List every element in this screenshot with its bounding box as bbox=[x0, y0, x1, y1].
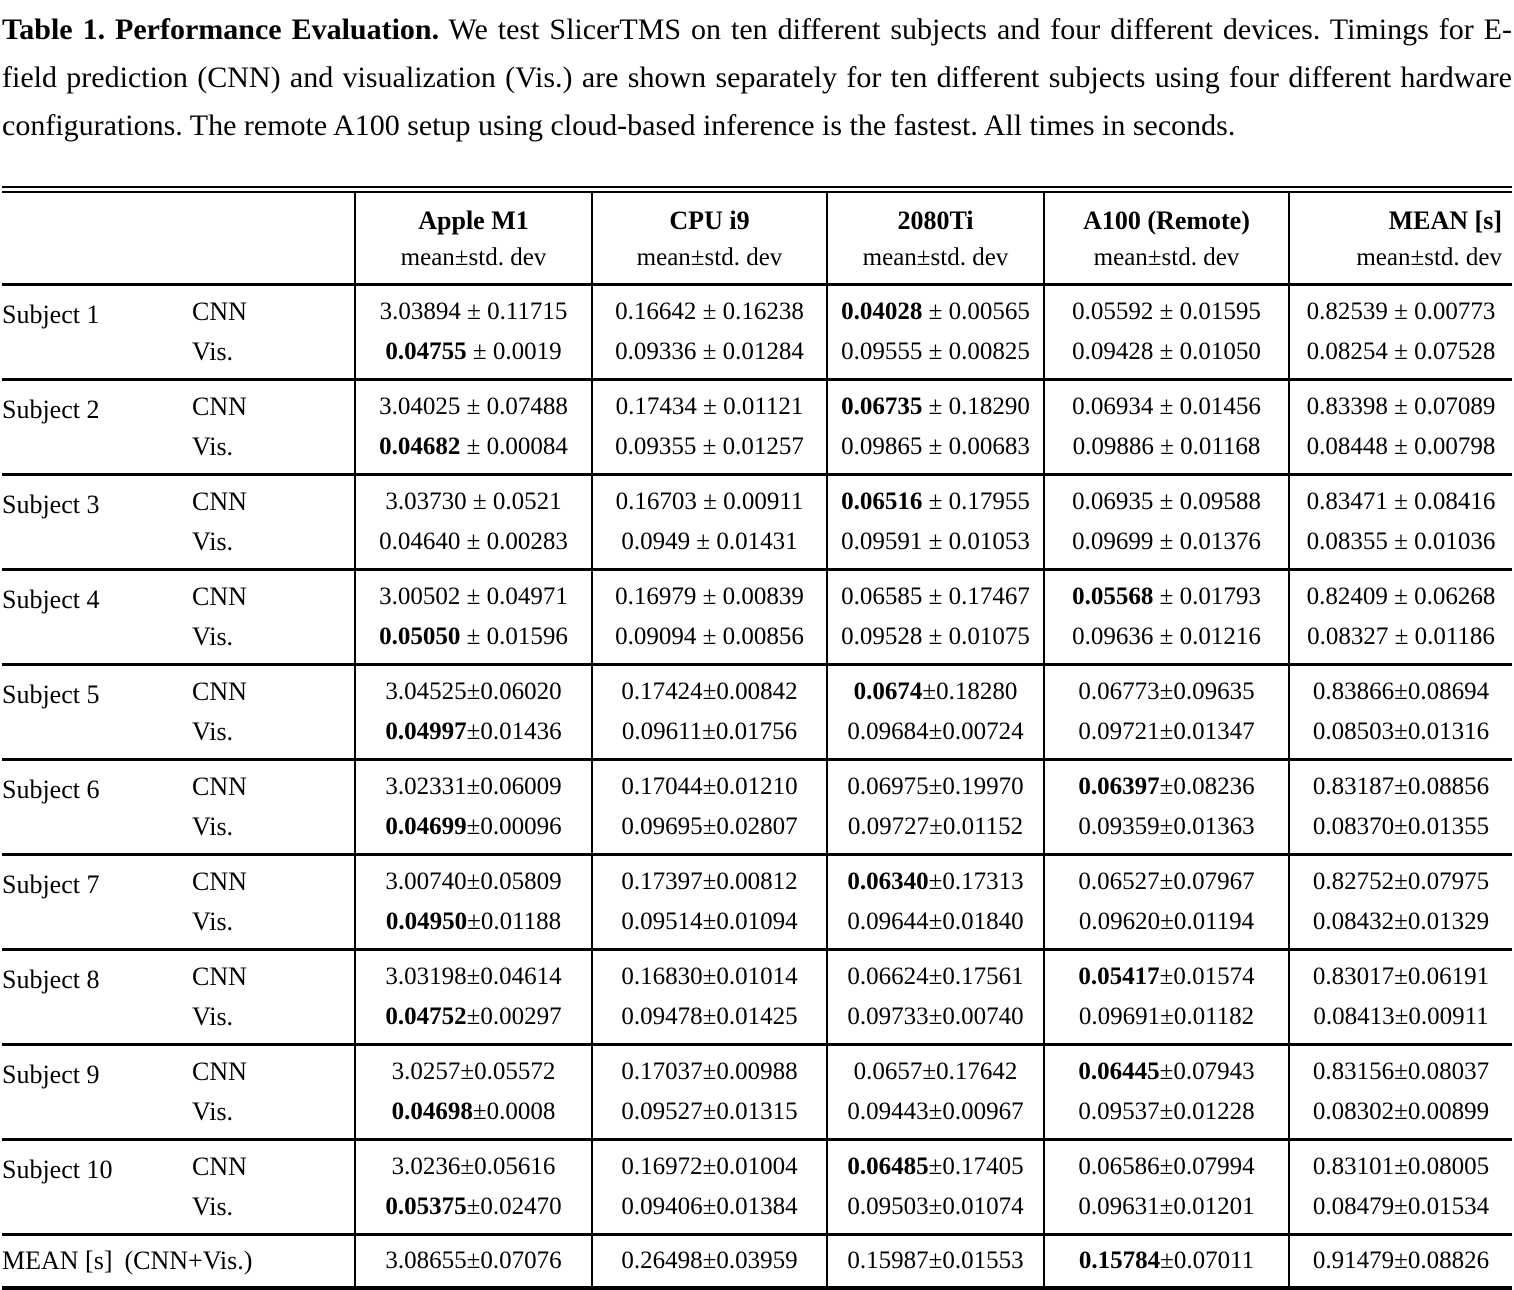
mean-value: 3.08655 bbox=[385, 1247, 467, 1274]
value-cell: 0.17044±0.01210 bbox=[592, 760, 827, 808]
row-type-label: CNN bbox=[192, 487, 247, 516]
value-cell: 0.15784±0.07011 bbox=[1044, 1235, 1289, 1289]
mean-value: 3.04025 bbox=[379, 393, 461, 420]
table-row bbox=[2, 1140, 1512, 1188]
caption-body: We test SlicerTMS on ten different subjects and four different devices. Timings for E-field prediction (CNN) and visualization (Vis.) are shown separately for ten different subjects using four different hardware configurations. The remote A100 setup using cloud-based inference is the fastest. All times in seconds. bbox=[2, 13, 1512, 142]
subject-label: Subject 8 bbox=[2, 965, 100, 994]
subject-group bbox=[2, 570, 1512, 665]
mean-value: 0.16972 bbox=[621, 1153, 703, 1180]
mean-value: 3.0257 bbox=[391, 1058, 461, 1085]
value-cell: 0.08413±0.00911 bbox=[1289, 997, 1512, 1045]
table-row bbox=[2, 950, 1512, 998]
row-type-label: CNN bbox=[192, 867, 247, 896]
mean-value: 0.16642 bbox=[615, 298, 697, 325]
mean-value: 0.17424 bbox=[621, 678, 703, 705]
value-cell: 0.06485±0.17405 bbox=[827, 1140, 1044, 1188]
value-cell: 0.09528 ± 0.01075 bbox=[827, 617, 1044, 665]
value-cell: 0.17037±0.00988 bbox=[592, 1045, 827, 1093]
mean-row bbox=[2, 1235, 1512, 1289]
value-cell: 0.08355 ± 0.01036 bbox=[1289, 522, 1512, 570]
mean-value: 0.09727 bbox=[847, 813, 930, 840]
row-type-label: CNN bbox=[192, 1057, 247, 1086]
mean-value: 0.09691 bbox=[1078, 1003, 1161, 1030]
table-caption bbox=[2, 6, 1512, 150]
value-cell: 0.17434 ± 0.01121 bbox=[592, 380, 827, 428]
value-cell: 0.04698±0.0008 bbox=[355, 1092, 592, 1140]
value-cell: 0.09503±0.01074 bbox=[827, 1187, 1044, 1235]
mean-value: 0.08479 bbox=[1312, 1193, 1395, 1220]
value-cell: 0.08254 ± 0.07528 bbox=[1289, 332, 1512, 380]
table-row bbox=[2, 522, 1512, 570]
row-type-label: Vis. bbox=[192, 907, 234, 936]
value-cell: 0.08432±0.01329 bbox=[1289, 902, 1512, 950]
value-cell: 0.08370±0.01355 bbox=[1289, 807, 1512, 855]
value-cell: 0.04997±0.01436 bbox=[355, 712, 592, 760]
mean-value: 0.17397 bbox=[621, 868, 703, 895]
row-type-label: Vis. bbox=[192, 337, 234, 366]
value-cell: 0.06735 ± 0.18290 bbox=[827, 380, 1044, 428]
value-cell: 3.02331±0.06009 bbox=[355, 760, 592, 808]
value-cell: 0.09684±0.00724 bbox=[827, 712, 1044, 760]
subject-group bbox=[2, 475, 1512, 570]
mean-value: 0.08355 bbox=[1306, 528, 1388, 555]
mean-value: 3.00740 bbox=[385, 868, 467, 895]
value-cell: 0.06935 ± 0.09588 bbox=[1044, 475, 1289, 523]
mean-value: 0.17037 bbox=[621, 1058, 703, 1085]
mean-value: 0.04755 bbox=[385, 338, 467, 365]
mean-value: 0.06445 bbox=[1078, 1058, 1160, 1085]
value-cell: 0.83398 ± 0.07089 bbox=[1289, 380, 1512, 428]
mean-value: 0.04950 bbox=[385, 908, 468, 935]
value-cell: 0.83156±0.08037 bbox=[1289, 1045, 1512, 1093]
row-type-label: Vis. bbox=[192, 717, 234, 746]
mean-value: 0.09428 bbox=[1072, 338, 1154, 365]
table-row bbox=[2, 427, 1512, 475]
value-cell: 0.91479±0.08826 bbox=[1289, 1235, 1512, 1289]
mean-value: 0.05568 bbox=[1072, 583, 1154, 610]
mean-value: 0.09514 bbox=[621, 908, 703, 935]
mean-value: 0.05417 bbox=[1078, 963, 1160, 990]
column-label: A100 (Remote) bbox=[1083, 206, 1250, 235]
table-header bbox=[2, 190, 1512, 285]
mean-value: 0.04698 bbox=[391, 1098, 473, 1125]
column-label: Apple M1 bbox=[418, 206, 529, 235]
row-type-label: Vis. bbox=[192, 527, 234, 556]
performance-table bbox=[2, 186, 1512, 1290]
value-cell: 0.83187±0.08856 bbox=[1289, 760, 1512, 808]
value-cell: 0.82752±0.07975 bbox=[1289, 855, 1512, 903]
subject-label: Subject 5 bbox=[2, 680, 100, 709]
mean-value: 0.06586 bbox=[1078, 1153, 1160, 1180]
mean-value: 0.82752 bbox=[1312, 868, 1395, 895]
value-cell: 0.83017±0.06191 bbox=[1289, 950, 1512, 998]
value-cell: 0.16979 ± 0.00839 bbox=[592, 570, 827, 618]
row-type-label: CNN bbox=[192, 962, 247, 991]
value-cell: 0.09527±0.01315 bbox=[592, 1092, 827, 1140]
mean-value: 3.03198 bbox=[385, 963, 467, 990]
value-cell: 0.09721±0.01347 bbox=[1044, 712, 1289, 760]
value-cell: 0.09865 ± 0.00683 bbox=[827, 427, 1044, 475]
value-cell: 0.09733±0.00740 bbox=[827, 997, 1044, 1045]
value-cell: 0.16642 ± 0.16238 bbox=[592, 285, 827, 333]
value-cell: 0.82539 ± 0.00773 bbox=[1289, 285, 1512, 333]
mean-value: 0.09359 bbox=[1078, 813, 1160, 840]
mean-value: 0.17044 bbox=[621, 773, 703, 800]
value-cell: 0.17397±0.00812 bbox=[592, 855, 827, 903]
mean-value: 0.09503 bbox=[847, 1193, 929, 1220]
value-cell: 0.06585 ± 0.17467 bbox=[827, 570, 1044, 618]
subject-group bbox=[2, 1045, 1512, 1140]
mean-value: 0.09443 bbox=[847, 1098, 929, 1125]
subject-label: Subject 10 bbox=[2, 1155, 113, 1184]
value-cell: 0.0674±0.18280 bbox=[827, 665, 1044, 713]
table-row bbox=[2, 665, 1512, 713]
value-cell: 0.04950±0.01188 bbox=[355, 902, 592, 950]
mean-value: 0.09644 bbox=[847, 908, 929, 935]
value-cell: 0.09644±0.01840 bbox=[827, 902, 1044, 950]
value-cell: 0.09094 ± 0.00856 bbox=[592, 617, 827, 665]
value-cell: 0.04640 ± 0.00283 bbox=[355, 522, 592, 570]
value-cell: 0.09355 ± 0.01257 bbox=[592, 427, 827, 475]
mean-value: 0.06516 bbox=[841, 488, 923, 515]
value-cell: 0.09443±0.00967 bbox=[827, 1092, 1044, 1140]
mean-value: 0.09591 bbox=[841, 528, 923, 555]
column-header bbox=[592, 190, 827, 285]
table-row bbox=[2, 1187, 1512, 1235]
value-cell: 0.08327 ± 0.01186 bbox=[1289, 617, 1512, 665]
mean-value: 3.04525 bbox=[385, 678, 467, 705]
mean-value: 0.83156 bbox=[1312, 1058, 1395, 1085]
mean-value: 0.08448 bbox=[1306, 433, 1388, 460]
mean-value: 3.03730 bbox=[385, 488, 467, 515]
column-header bbox=[1044, 190, 1289, 285]
mean-value: 0.04640 bbox=[379, 528, 461, 555]
mean-value: 0.15987 bbox=[847, 1247, 929, 1274]
row-type-label: CNN bbox=[192, 392, 247, 421]
mean-value: 0.08370 bbox=[1312, 813, 1395, 840]
mean-value: 0.09555 bbox=[841, 338, 923, 365]
mean-value: 0.04028 bbox=[841, 298, 923, 325]
subject-group bbox=[2, 1140, 1512, 1235]
mean-value: 0.09699 bbox=[1072, 528, 1154, 555]
value-cell: 0.06445±0.07943 bbox=[1044, 1045, 1289, 1093]
value-cell: 0.06516 ± 0.17955 bbox=[827, 475, 1044, 523]
table-row bbox=[2, 1045, 1512, 1093]
column-label: MEAN [s] bbox=[1388, 206, 1502, 235]
value-cell: 3.04525±0.06020 bbox=[355, 665, 592, 713]
value-cell: 0.08503±0.01316 bbox=[1289, 712, 1512, 760]
mean-value: 0.0657 bbox=[853, 1058, 923, 1085]
table-row bbox=[2, 332, 1512, 380]
value-cell: 0.09406±0.01384 bbox=[592, 1187, 827, 1235]
mean-value: 0.0674 bbox=[853, 678, 923, 705]
value-cell: 0.06934 ± 0.01456 bbox=[1044, 380, 1289, 428]
table-row bbox=[2, 380, 1512, 428]
mean-value: 0.09355 bbox=[615, 433, 697, 460]
mean-value: 0.08432 bbox=[1312, 908, 1395, 935]
mean-value: 0.09478 bbox=[621, 1003, 703, 1030]
mean-value: 0.09631 bbox=[1078, 1193, 1160, 1220]
table-row bbox=[2, 997, 1512, 1045]
value-cell: 0.09636 ± 0.01216 bbox=[1044, 617, 1289, 665]
value-cell: 0.0949 ± 0.01431 bbox=[592, 522, 827, 570]
value-cell: 0.09336 ± 0.01284 bbox=[592, 332, 827, 380]
table-row bbox=[2, 475, 1512, 523]
row-type-label: CNN bbox=[192, 1152, 247, 1181]
value-cell: 0.09478±0.01425 bbox=[592, 997, 827, 1045]
table-row bbox=[2, 807, 1512, 855]
subject-label: Subject 4 bbox=[2, 585, 100, 614]
mean-value: 0.09733 bbox=[847, 1003, 929, 1030]
value-cell: 0.04699±0.00096 bbox=[355, 807, 592, 855]
mean-row-group bbox=[2, 1235, 1512, 1289]
mean-value: 0.08503 bbox=[1312, 718, 1395, 745]
value-cell: 0.09631±0.01201 bbox=[1044, 1187, 1289, 1235]
subject-group bbox=[2, 665, 1512, 760]
value-cell: 0.09727±0.01152 bbox=[827, 807, 1044, 855]
mean-value: 0.06935 bbox=[1072, 488, 1154, 515]
header-row bbox=[2, 190, 1512, 285]
mean-value: 0.09721 bbox=[1078, 718, 1160, 745]
mean-value: 0.06527 bbox=[1078, 868, 1160, 895]
mean-value: 0.06624 bbox=[847, 963, 929, 990]
value-cell: 0.06975±0.19970 bbox=[827, 760, 1044, 808]
value-cell: 0.16972±0.01004 bbox=[592, 1140, 827, 1188]
mean-value: 0.06340 bbox=[847, 868, 929, 895]
mean-value: 0.16703 bbox=[615, 488, 697, 515]
value-cell: 0.16703 ± 0.00911 bbox=[592, 475, 827, 523]
table-row bbox=[2, 712, 1512, 760]
value-cell: 0.09886 ± 0.01168 bbox=[1044, 427, 1289, 475]
header-corner bbox=[2, 190, 355, 285]
mean-value: 0.09886 bbox=[1072, 433, 1154, 460]
mean-value: 0.04752 bbox=[385, 1003, 467, 1030]
mean-value: 0.83866 bbox=[1312, 678, 1395, 705]
value-cell: 0.26498±0.03959 bbox=[592, 1235, 827, 1289]
value-cell: 0.09428 ± 0.01050 bbox=[1044, 332, 1289, 380]
value-cell: 0.09695±0.02807 bbox=[592, 807, 827, 855]
column-sublabel: mean±std. dev bbox=[636, 244, 783, 271]
mean-value: 0.83017 bbox=[1312, 963, 1395, 990]
mean-value: 0.91479 bbox=[1312, 1247, 1395, 1274]
mean-sublabel: (CNN+Vis.) bbox=[124, 1246, 253, 1275]
subject-group bbox=[2, 760, 1512, 855]
value-cell: 0.09555 ± 0.00825 bbox=[827, 332, 1044, 380]
mean-value: 0.09537 bbox=[1078, 1098, 1160, 1125]
table-row bbox=[2, 760, 1512, 808]
mean-value: 0.04997 bbox=[385, 718, 467, 745]
mean-value: 3.0236 bbox=[391, 1153, 461, 1180]
value-cell: 0.0657±0.17642 bbox=[827, 1045, 1044, 1093]
value-cell: 0.06527±0.07967 bbox=[1044, 855, 1289, 903]
mean-value: 0.06585 bbox=[841, 583, 923, 610]
value-cell: 0.82409 ± 0.06268 bbox=[1289, 570, 1512, 618]
value-cell: 0.17424±0.00842 bbox=[592, 665, 827, 713]
value-cell: 0.09620±0.01194 bbox=[1044, 902, 1289, 950]
value-cell: 3.0236±0.05616 bbox=[355, 1140, 592, 1188]
value-cell: 0.04682 ± 0.00084 bbox=[355, 427, 592, 475]
mean-value: 0.09695 bbox=[621, 813, 703, 840]
mean-value: 0.04682 bbox=[379, 433, 461, 460]
mean-value: 3.00502 bbox=[379, 583, 461, 610]
table-row bbox=[2, 855, 1512, 903]
value-cell: 0.16830±0.01014 bbox=[592, 950, 827, 998]
value-cell: 0.05592 ± 0.01595 bbox=[1044, 285, 1289, 333]
mean-value: 0.83187 bbox=[1312, 773, 1395, 800]
value-cell: 0.06586±0.07994 bbox=[1044, 1140, 1289, 1188]
value-cell: 0.04752±0.00297 bbox=[355, 997, 592, 1045]
subject-group bbox=[2, 380, 1512, 475]
value-cell: 0.15987±0.01553 bbox=[827, 1235, 1044, 1289]
value-cell: 0.09359±0.01363 bbox=[1044, 807, 1289, 855]
mean-value: 0.83101 bbox=[1312, 1153, 1395, 1180]
mean-value: 0.09636 bbox=[1072, 623, 1154, 650]
column-header bbox=[1289, 190, 1512, 285]
mean-value: 0.09528 bbox=[841, 623, 923, 650]
mean-value: 0.16830 bbox=[621, 963, 703, 990]
subject-group bbox=[2, 855, 1512, 950]
mean-value: 0.09684 bbox=[847, 718, 929, 745]
row-type-label: Vis. bbox=[192, 812, 234, 841]
mean-value: 0.83471 bbox=[1306, 488, 1388, 515]
value-cell: 0.06340±0.17313 bbox=[827, 855, 1044, 903]
mean-value: 0.06934 bbox=[1072, 393, 1154, 420]
value-cell: 3.03730 ± 0.0521 bbox=[355, 475, 592, 523]
caption-title: Table 1. Performance Evaluation. bbox=[2, 13, 440, 46]
value-cell: 3.08655±0.07076 bbox=[355, 1235, 592, 1289]
mean-value: 0.09336 bbox=[615, 338, 697, 365]
mean-value: 0.05050 bbox=[379, 623, 461, 650]
mean-value: 0.0949 bbox=[621, 528, 691, 555]
value-cell: 3.03894 ± 0.11715 bbox=[355, 285, 592, 333]
value-cell: 0.05568 ± 0.01793 bbox=[1044, 570, 1289, 618]
row-type-label: CNN bbox=[192, 297, 247, 326]
value-cell: 3.04025 ± 0.07488 bbox=[355, 380, 592, 428]
value-cell: 0.05375±0.02470 bbox=[355, 1187, 592, 1235]
value-cell: 0.08302±0.00899 bbox=[1289, 1092, 1512, 1140]
mean-value: 0.09611 bbox=[621, 718, 703, 745]
mean-value: 0.15784 bbox=[1078, 1247, 1161, 1274]
value-cell: 0.04755 ± 0.0019 bbox=[355, 332, 592, 380]
mean-value: 3.02331 bbox=[385, 773, 467, 800]
mean-value: 0.09094 bbox=[615, 623, 697, 650]
column-header bbox=[827, 190, 1044, 285]
value-cell: 0.09699 ± 0.01376 bbox=[1044, 522, 1289, 570]
mean-value: 0.06397 bbox=[1078, 773, 1160, 800]
value-cell: 0.08479±0.01534 bbox=[1289, 1187, 1512, 1235]
value-cell: 0.83101±0.08005 bbox=[1289, 1140, 1512, 1188]
mean-value: 0.17434 bbox=[615, 393, 697, 420]
table-row bbox=[2, 617, 1512, 665]
column-sublabel: mean±std. dev bbox=[862, 244, 1009, 271]
mean-value: 0.06975 bbox=[847, 773, 929, 800]
column-label: CPU i9 bbox=[669, 206, 750, 235]
subject-label: Subject 3 bbox=[2, 490, 100, 519]
mean-value: 0.06773 bbox=[1078, 678, 1160, 705]
value-cell: 0.09537±0.01228 bbox=[1044, 1092, 1289, 1140]
row-type-label: CNN bbox=[192, 582, 247, 611]
column-label: 2080Ti bbox=[897, 206, 974, 235]
row-type-label: Vis. bbox=[192, 622, 234, 651]
mean-value: 0.82409 bbox=[1306, 583, 1388, 610]
mean-value: 0.83398 bbox=[1306, 393, 1388, 420]
mean-value: 0.05375 bbox=[385, 1193, 467, 1220]
mean-value: 0.06735 bbox=[841, 393, 923, 420]
value-cell: 0.09611±0.01756 bbox=[592, 712, 827, 760]
subject-group bbox=[2, 285, 1512, 380]
value-cell: 0.09514±0.01094 bbox=[592, 902, 827, 950]
value-cell: 3.03198±0.04614 bbox=[355, 950, 592, 998]
value-cell: 0.83866±0.08694 bbox=[1289, 665, 1512, 713]
table-row bbox=[2, 902, 1512, 950]
value-cell: 3.00502 ± 0.04971 bbox=[355, 570, 592, 618]
mean-value: 0.09406 bbox=[621, 1193, 703, 1220]
value-cell: 3.00740±0.05809 bbox=[355, 855, 592, 903]
row-type-label: Vis. bbox=[192, 1097, 234, 1126]
value-cell: 0.06397±0.08236 bbox=[1044, 760, 1289, 808]
mean-value: 0.06485 bbox=[847, 1153, 929, 1180]
mean-label: MEAN [s] bbox=[2, 1246, 113, 1275]
row-type-label: Vis. bbox=[192, 1002, 234, 1031]
mean-value: 0.05592 bbox=[1072, 298, 1154, 325]
mean-row-label bbox=[2, 1235, 355, 1289]
value-cell: 0.04028 ± 0.00565 bbox=[827, 285, 1044, 333]
value-cell: 0.05050 ± 0.01596 bbox=[355, 617, 592, 665]
subject-label: Subject 7 bbox=[2, 870, 100, 899]
row-type-label: CNN bbox=[192, 677, 247, 706]
table-row bbox=[2, 1092, 1512, 1140]
column-sublabel: mean±std. dev bbox=[1356, 244, 1502, 271]
mean-value: 0.08413 bbox=[1313, 1003, 1395, 1030]
column-header bbox=[355, 190, 592, 285]
mean-value: 0.26498 bbox=[621, 1247, 703, 1274]
mean-value: 0.16979 bbox=[615, 583, 697, 610]
column-sublabel: mean±std. dev bbox=[1093, 244, 1240, 271]
mean-value: 0.08254 bbox=[1306, 338, 1388, 365]
mean-value: 0.08302 bbox=[1312, 1098, 1395, 1125]
row-type-label: CNN bbox=[192, 772, 247, 801]
value-cell: 0.08448 ± 0.00798 bbox=[1289, 427, 1512, 475]
mean-value: 0.09620 bbox=[1078, 908, 1161, 935]
value-cell: 3.0257±0.05572 bbox=[355, 1045, 592, 1093]
row-type-label: Vis. bbox=[192, 1192, 234, 1221]
value-cell: 0.09691±0.01182 bbox=[1044, 997, 1289, 1045]
subject-label: Subject 2 bbox=[2, 395, 100, 424]
mean-value: 0.09527 bbox=[621, 1098, 703, 1125]
mean-value: 0.08327 bbox=[1307, 623, 1389, 650]
table-row bbox=[2, 570, 1512, 618]
table-row bbox=[2, 285, 1512, 333]
mean-value: 0.82539 bbox=[1306, 298, 1388, 325]
subject-group bbox=[2, 950, 1512, 1045]
value-cell: 0.83471 ± 0.08416 bbox=[1289, 475, 1512, 523]
subject-label: Subject 6 bbox=[2, 775, 100, 804]
mean-value: 0.04699 bbox=[385, 813, 467, 840]
value-cell: 0.06624±0.17561 bbox=[827, 950, 1044, 998]
subject-label: Subject 1 bbox=[2, 300, 100, 329]
value-cell: 0.05417±0.01574 bbox=[1044, 950, 1289, 998]
subject-label: Subject 9 bbox=[2, 1060, 100, 1089]
mean-value: 0.09865 bbox=[841, 433, 923, 460]
column-sublabel: mean±std. dev bbox=[400, 244, 547, 271]
value-cell: 0.09591 ± 0.01053 bbox=[827, 522, 1044, 570]
value-cell: 0.06773±0.09635 bbox=[1044, 665, 1289, 713]
row-type-label: Vis. bbox=[192, 432, 234, 461]
mean-value: 3.03894 bbox=[379, 298, 461, 325]
